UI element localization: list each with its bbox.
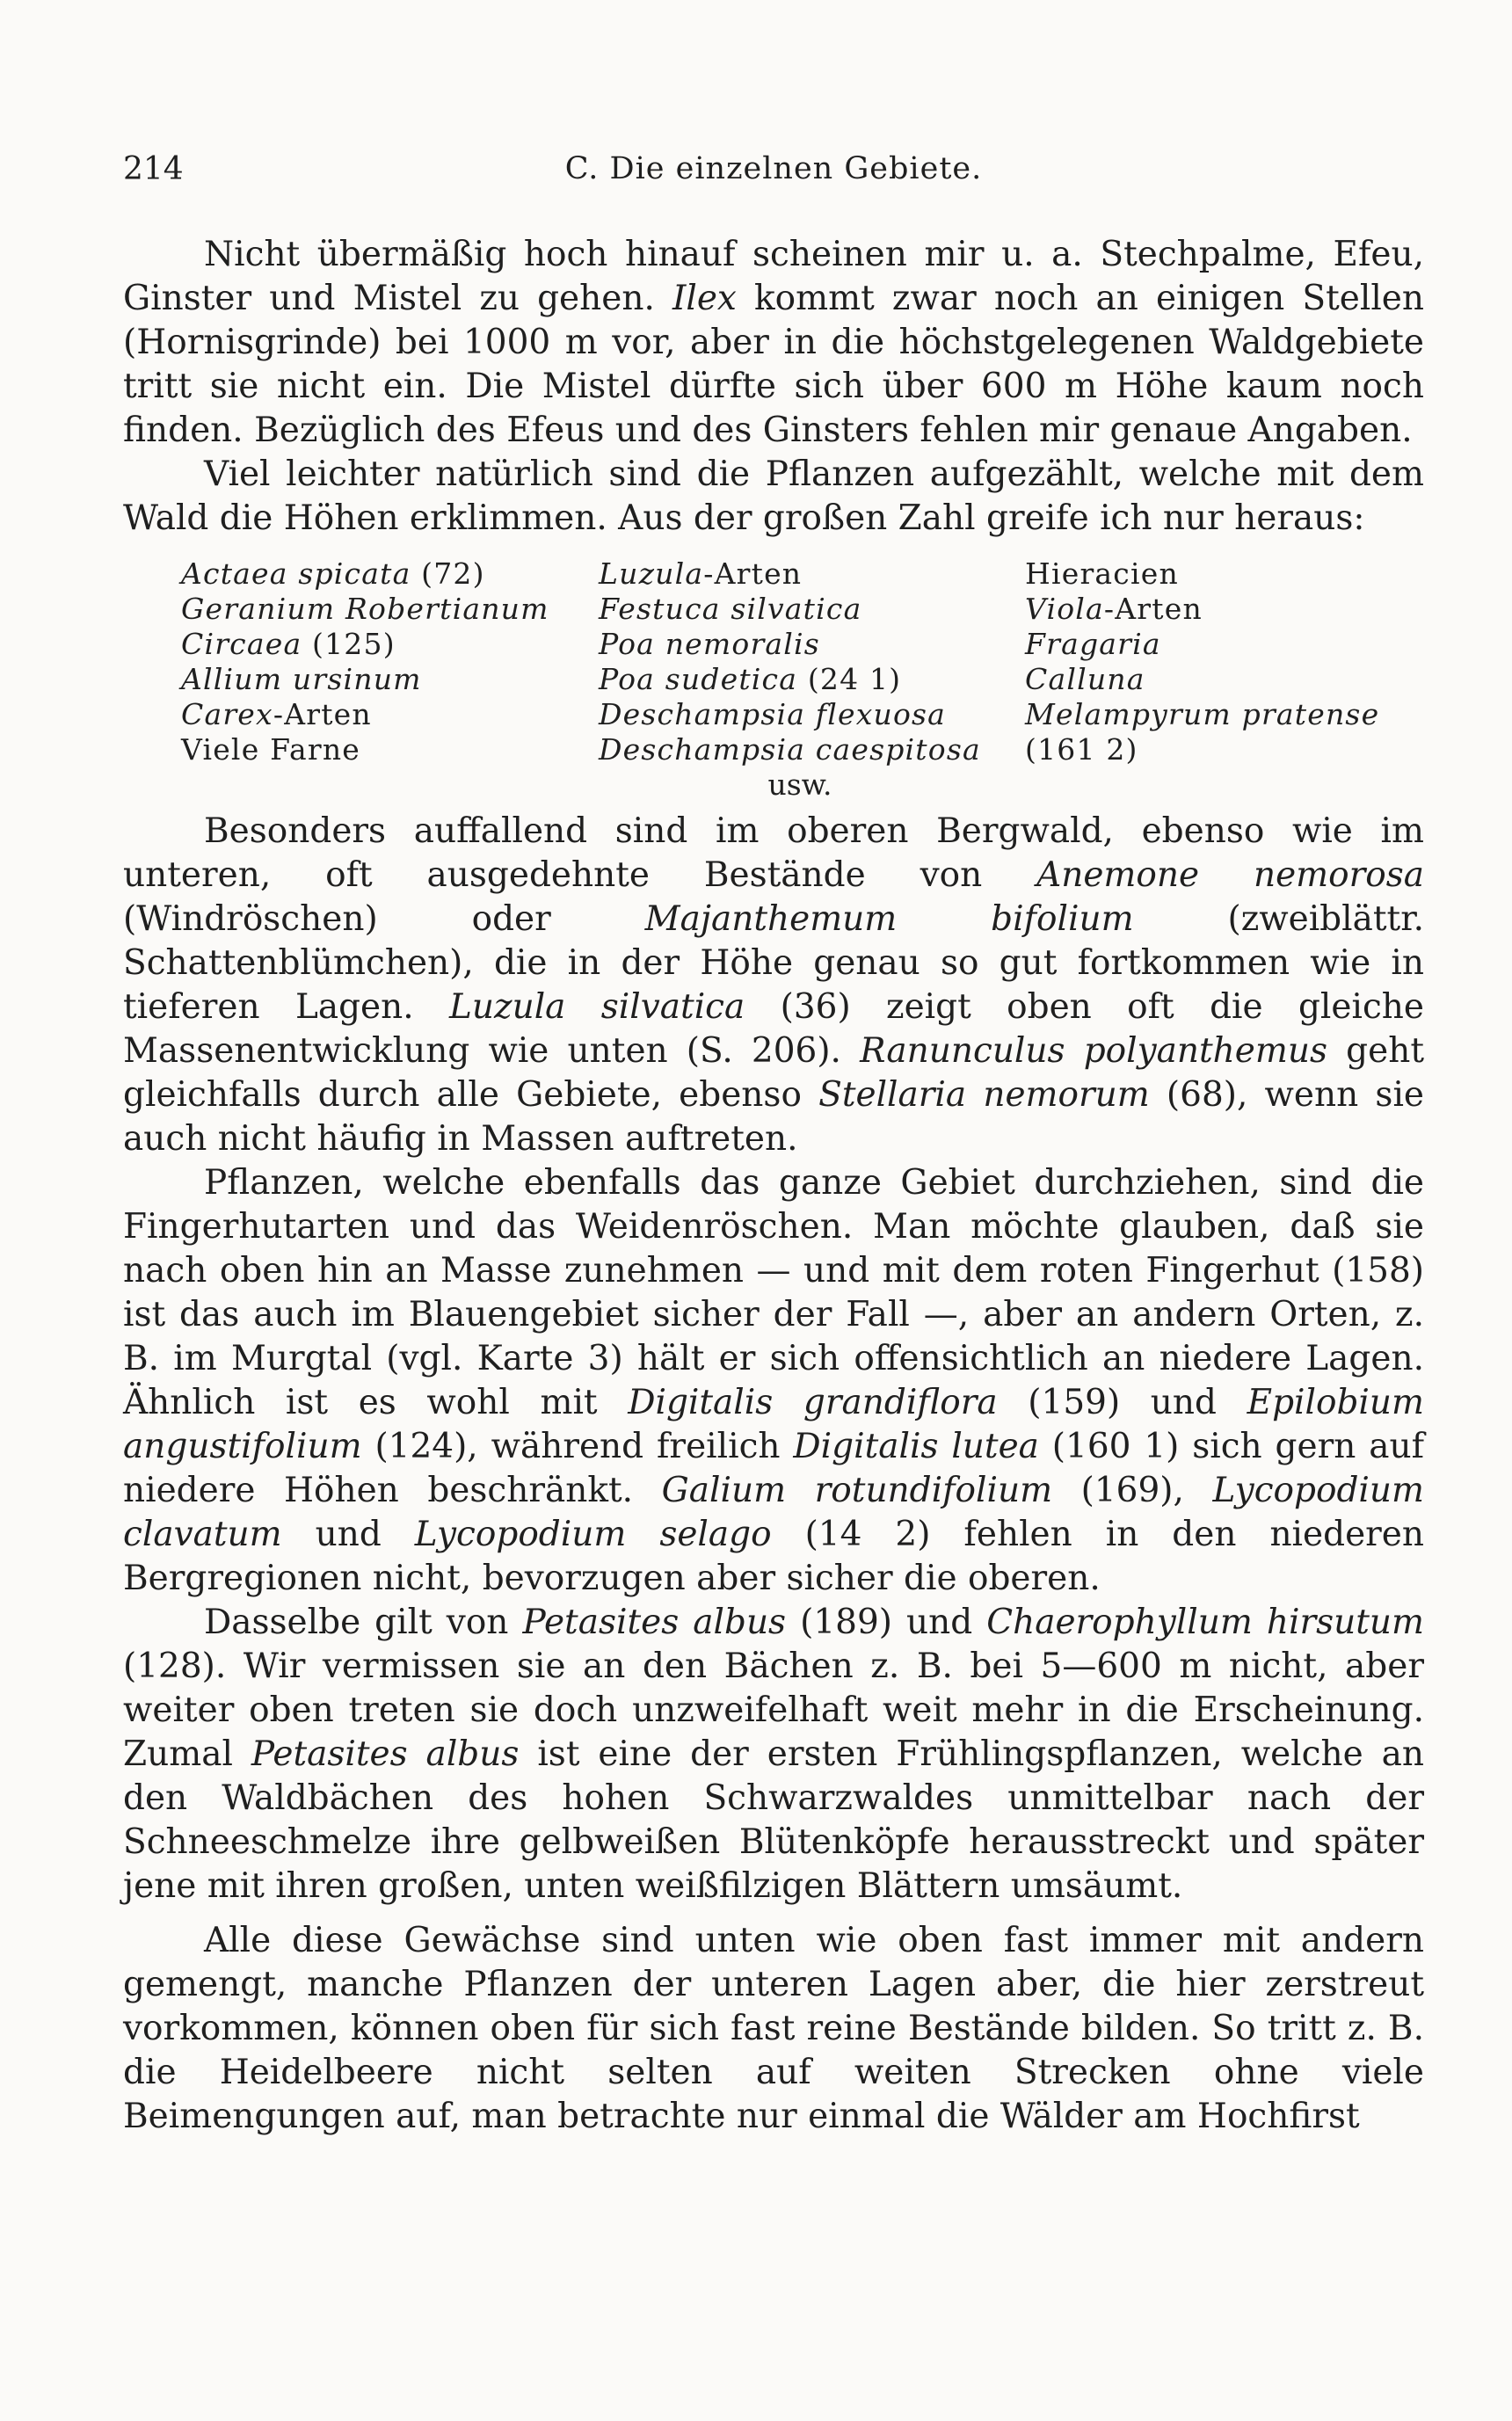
plant-list-item: Viele Farne [181, 732, 360, 767]
plant-list-item: Melampyrum pratense [1025, 697, 1380, 731]
paragraph: Alle diese Gewächse sind unten wie oben fast immer mit andern gemengt, manche Pflanzen der unteren Lagen aber, die hier zerstreut vorkommen, können oben für sich fast reine Bestände bilden. So tritt z. B. die Heidelbeere nicht selten auf weiten Strecken ohne viele Beimengungen auf, man betrachte nur einmal die Wälder am Hochfirst [123, 1921, 1424, 2136]
plant-list-item: Circaea (125) [181, 627, 396, 661]
body-text [123, 233, 1424, 2139]
paragraph: Besonders auffallend sind im oberen Bergwald, ebenso wie im unteren, oft ausgedehnte Bestände von Anemone nemorosa (Windröschen) oder Majanthemum bifolium (zweiblättr. Schattenblümchen), die in der Höhe genau so gut fortkommen wie in tieferen Lagen. Luzula silvatica (36) zeigt oben oft die gleiche Massenentwicklung wie unten (S. 206). Ranunculus polyanthemus geht gleichfalls durch alle Gebiete, ebenso Stellaria nemorum (68), wenn sie auch nicht häufig in Massen auftreten. [123, 811, 1424, 1159]
plant-list-item: Calluna [1025, 662, 1145, 696]
plant-list-item: Allium ursinum [181, 662, 422, 696]
plant-list-item: Deschampsia caespitosa [599, 732, 981, 767]
plant-list-item: Deschampsia flexuosa [599, 697, 947, 731]
paragraph: Dasselbe gilt von Petasites albus (189) und Chaerophyllum hirsutum (128). Wir vermissen sie an den Bächen z. B. bei 5—600 m nicht, aber weiter oben treten sie doch unzweifelhaft weit mehr in die Erscheinung. Zumal Petasites albus ist eine der ersten Frühlingspflanzen, welche an den Waldbächen des hohen Schwarzwaldes unmittelbar nach der Schneeschmelze ihre gelbweißen Blütenköpfe herausstreckt und später jene mit ihren großen, unten weißfilzigen Blättern umsäumt. [123, 1603, 1424, 1906]
plant-list-item: Geranium Robertianum [181, 592, 549, 626]
paragraph: Nicht übermäßig hoch hinauf scheinen mir u. a. Stechpalme, Efeu, Ginster und Mistel zu gehen. Ilex kommt zwar noch an einigen Stellen (Hornisgrinde) bei 1000 m vor, aber in die höchstgelegenen Waldgebiete tritt sie nicht ein. Die Mistel dürfte sich über 600 m Höhe kaum noch finden. Bezüglich des Efeus und des Ginsters fehlen mir genaue Angaben. [123, 235, 1424, 450]
plant-list-item: Luzula-Arten [599, 556, 803, 591]
plant-list-item: Viola-Arten [1025, 592, 1203, 626]
page-header [123, 151, 1424, 195]
running-head: C. Die einzelnen Gebiete. [564, 151, 983, 186]
page-number: 214 [123, 151, 184, 187]
plant-list-item: Carex-Arten [181, 697, 372, 731]
list-continuation: usw. [767, 767, 832, 802]
paragraph: Pflanzen, welche ebenfalls das ganze Gebiet durchziehen, sind die Fingerhutarten und das Weidenröschen. Man möchte glauben, daß sie nach oben hin an Masse zunehmen — und mit dem roten Fingerhut (158) ist das auch im Blauengebiet sicher der Fall —, aber an andern Orten, z. B. im Murgtal (vgl. Karte 3) hält er sich offensichtlich an niedere Lagen. Ähnlich ist es wohl mit Digitalis grandiflora (159) und Epilobium angustifolium (124), während freilich Digitalis lutea (160 1) sich gern auf niedere Höhen beschränkt. Galium rotundifolium (169), Lycopodium clavatum und Lycopodium selago (14 2) fehlen in den niederen Bergregionen nicht, bevorzugen aber sicher die oberen. [123, 1163, 1425, 1598]
plant-list-item: Poa sudetica (24 1) [599, 662, 902, 696]
paragraph: Viel leichter natürlich sind die Pflanzen aufgezählt, welche mit dem Wald die Höhen erklimmen. Aus der großen Zahl greife ich nur heraus: [123, 454, 1424, 538]
plant-list-item: Festuca silvatica [599, 592, 862, 626]
plant-list-item: (161 2) [1025, 732, 1138, 767]
plant-list-item: Fragaria [1025, 627, 1161, 661]
plant-list-item: Hieracien [1025, 556, 1179, 591]
plant-list-item: Poa nemoralis [599, 627, 820, 661]
plant-list [181, 556, 1424, 767]
plant-list-item: Actaea spicata (72) [181, 556, 485, 591]
